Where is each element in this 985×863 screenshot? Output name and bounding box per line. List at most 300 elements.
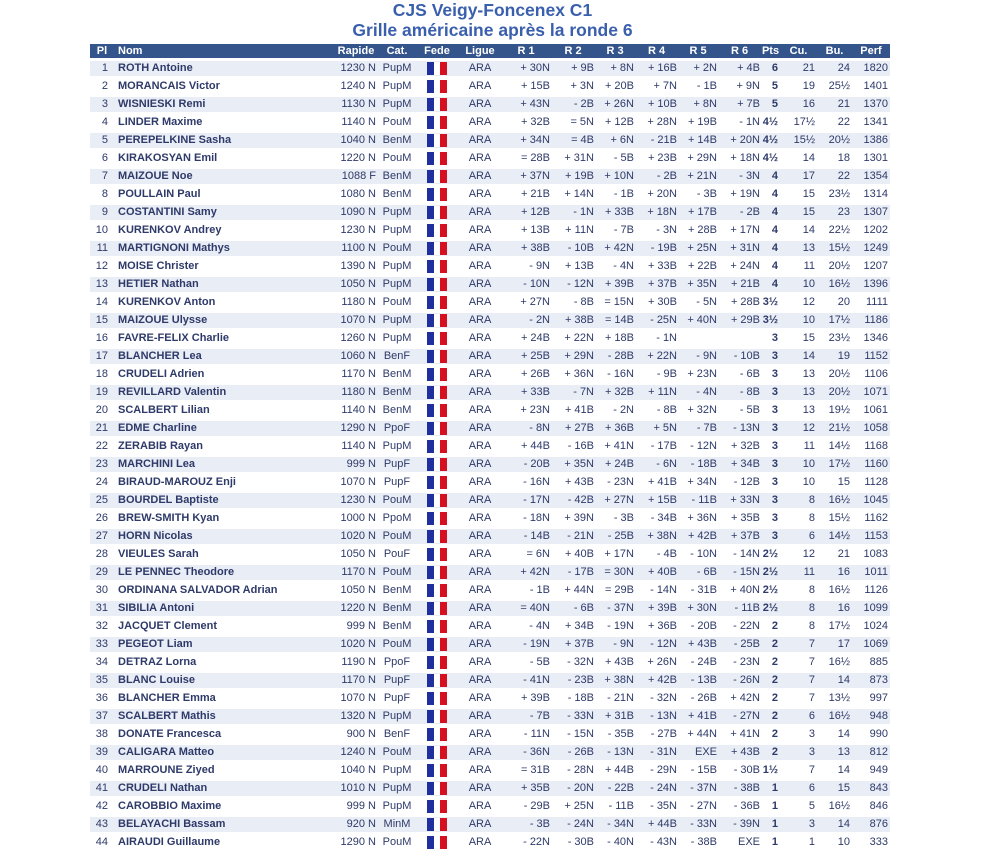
cell-pts: 3½ <box>762 314 778 326</box>
cell-r6: + 41N <box>718 727 761 742</box>
cell-pts: 3 <box>761 331 780 346</box>
cell-pl: 2 <box>90 79 114 94</box>
table-row <box>90 331 890 346</box>
cell-r3: - 1B <box>595 187 635 202</box>
cell-pl: 6 <box>90 151 114 166</box>
cell-r5: - 12N <box>678 439 718 454</box>
france-flag-icon <box>427 80 447 93</box>
cell-bu: 23½ <box>817 331 852 346</box>
cell-perf: 1162 <box>852 511 890 526</box>
cell-r4: - 32N <box>635 691 678 706</box>
cell-r6: + 42N <box>718 691 761 706</box>
table-row <box>90 403 890 418</box>
cell-ligue: ARA <box>459 439 501 454</box>
cell-r2: + 38B <box>551 313 595 328</box>
table-row <box>90 493 890 508</box>
cell-r6: + 17N <box>718 223 761 238</box>
cell-r5: + 21N <box>678 169 718 184</box>
cell-r6: - 5B <box>718 403 761 418</box>
cell-r6: - 30B <box>718 763 761 778</box>
cell-r5: - 5N <box>678 295 718 310</box>
cell-ligue: ARA <box>459 547 501 562</box>
cell-r5: + 40N <box>678 313 718 328</box>
cell-cat: PouM <box>379 565 415 580</box>
cell-bu: 20 <box>817 295 852 310</box>
france-flag-icon <box>427 422 447 435</box>
cell-nom: BIRAUD-MAROUZ Enji <box>114 475 333 490</box>
cell-r1: = 28B <box>501 151 551 166</box>
cell-nom: SCALBERT Mathis <box>114 709 333 724</box>
cell-fede <box>415 403 459 418</box>
cell-bu: 16½ <box>817 709 852 724</box>
cell-r5: - 27N <box>678 799 718 814</box>
cell-r2: = 5N <box>551 115 595 130</box>
france-flag-icon <box>427 332 447 345</box>
cell-r6: + 40N <box>718 583 761 598</box>
cell-rapide: 1000 N <box>333 511 379 526</box>
cell-ligue: ARA <box>459 151 501 166</box>
cell-pts: 1 <box>761 835 780 850</box>
cell-pl: 27 <box>90 529 114 544</box>
cell-perf: 1126 <box>852 583 890 598</box>
cell-pl: 13 <box>90 277 114 292</box>
cell-r6: + 18N <box>718 151 761 166</box>
cell-ligue: ARA <box>459 565 501 580</box>
cell-r6: + 37B <box>718 529 761 544</box>
cell-bu: 16½ <box>817 655 852 670</box>
cell-r1: - 17N <box>501 493 551 508</box>
cell-bu: 17½ <box>817 313 852 328</box>
france-flag-icon <box>427 134 447 147</box>
cell-cat: PouM <box>379 295 415 310</box>
cell-r2: + 41B <box>551 403 595 418</box>
cell-rapide: 1290 N <box>333 835 379 850</box>
cell-fede <box>415 115 459 130</box>
cell-r1: = 6N <box>501 547 551 562</box>
crosstable <box>90 41 890 853</box>
cell-pl: 19 <box>90 385 114 400</box>
cell-bu: 22 <box>817 169 852 184</box>
cell-pts: 4½ <box>762 152 778 164</box>
cell-rapide: 1190 N <box>333 655 379 670</box>
cell-cu: 8 <box>780 493 817 508</box>
cell-pts: 2 <box>761 637 780 652</box>
cell-cat: PupF <box>379 457 415 472</box>
cell-rapide: 1090 N <box>333 205 379 220</box>
cell-rapide: 999 N <box>333 457 379 472</box>
cell-fede <box>415 511 459 526</box>
cell-cat: BenF <box>379 727 415 742</box>
cell-bu: 20½ <box>817 133 852 148</box>
cell-r3: - 22B <box>595 781 635 796</box>
cell-rapide: 999 N <box>333 799 379 814</box>
cell-pl: 3 <box>90 97 114 112</box>
column-header-r3: R 3 <box>595 44 635 58</box>
cell-r6: + 20N <box>718 133 761 148</box>
cell-r2: - 8B <box>551 295 595 310</box>
cell-r5: - 7B <box>678 421 718 436</box>
column-header-r4: R 4 <box>635 44 678 58</box>
cell-fede <box>415 781 459 796</box>
cell-rapide: 1100 N <box>333 241 379 256</box>
cell-ligue: ARA <box>459 349 501 364</box>
cell-rapide: 1010 N <box>333 781 379 796</box>
column-header-r6: R 6 <box>718 44 761 58</box>
cell-fede <box>415 637 459 652</box>
cell-perf: 873 <box>852 673 890 688</box>
cell-pl: 42 <box>90 799 114 814</box>
france-flag-icon <box>427 152 447 165</box>
cell-r4: + 42B <box>635 673 678 688</box>
cell-r4: + 5N <box>635 421 678 436</box>
cell-cu: 10 <box>780 475 817 490</box>
cell-cu: 7 <box>780 763 817 778</box>
cell-cu: 13 <box>780 241 817 256</box>
cell-perf: 1314 <box>852 187 890 202</box>
cell-ligue: ARA <box>459 763 501 778</box>
cell-r3: + 43B <box>595 655 635 670</box>
cell-r1: - 7B <box>501 709 551 724</box>
cell-cu: 11 <box>780 259 817 274</box>
france-flag-icon <box>427 260 447 273</box>
cell-pts: 1 <box>761 781 780 796</box>
cell-r5: + 32N <box>678 403 718 418</box>
table-row <box>90 529 890 544</box>
cell-r1: - 22N <box>501 835 551 850</box>
cell-r6: + 33N <box>718 493 761 508</box>
cell-r1: + 34N <box>501 133 551 148</box>
table-row <box>90 781 890 796</box>
cell-r6: + 7B <box>718 97 761 112</box>
cell-rapide: 1170 N <box>333 565 379 580</box>
cell-r2: - 2B <box>551 97 595 112</box>
france-flag-icon <box>427 458 447 471</box>
cell-r2: + 29N <box>551 349 595 364</box>
cell-bu: 21½ <box>817 421 852 436</box>
cell-r6: - 13N <box>718 421 761 436</box>
cell-r5: - 4N <box>678 385 718 400</box>
cell-r1: - 29B <box>501 799 551 814</box>
column-header-r2: R 2 <box>551 44 595 58</box>
cell-r3: = 14B <box>595 313 635 328</box>
cell-rapide: 1230 N <box>333 223 379 238</box>
cell-pl: 33 <box>90 637 114 652</box>
cell-bu: 13 <box>817 745 852 760</box>
france-flag-icon <box>427 566 447 579</box>
cell-r3: + 44B <box>595 763 635 778</box>
cell-perf: 1370 <box>852 97 890 112</box>
cell-pts: 3 <box>761 367 780 382</box>
cell-nom: CRUDELI Adrien <box>114 367 333 382</box>
cell-r5: + 35N <box>678 277 718 292</box>
cell-pts: 3 <box>761 493 780 508</box>
france-flag-icon <box>427 674 447 687</box>
cell-pts: 4 <box>761 277 780 292</box>
cell-r4: - 29N <box>635 763 678 778</box>
cell-r6: - 2B <box>718 205 761 220</box>
france-flag-icon <box>427 512 447 525</box>
table-row <box>90 241 890 256</box>
cell-r6: + 32B <box>718 439 761 454</box>
cell-nom: SCALBERT Lilian <box>114 403 333 418</box>
france-flag-icon <box>427 548 447 561</box>
france-flag-icon <box>427 638 447 651</box>
cell-r2: - 32N <box>551 655 595 670</box>
cell-pts: 2 <box>761 691 780 706</box>
france-flag-icon <box>427 350 447 363</box>
cell-cat: PupM <box>379 223 415 238</box>
cell-bu: 16 <box>817 601 852 616</box>
cell-cu: 15 <box>780 187 817 202</box>
cell-pl: 31 <box>90 601 114 616</box>
cell-r1: - 9N <box>501 259 551 274</box>
cell-bu: 15 <box>817 475 852 490</box>
cell-bu: 18 <box>817 151 852 166</box>
cell-bu: 23 <box>817 205 852 220</box>
cell-rapide: 1230 N <box>333 493 379 508</box>
cell-ligue: ARA <box>459 277 501 292</box>
cell-cu: 12 <box>780 295 817 310</box>
cell-r3: - 11B <box>595 799 635 814</box>
cell-r3: + 10N <box>595 169 635 184</box>
cell-bu: 16½ <box>817 799 852 814</box>
cell-r2: + 25N <box>551 799 595 814</box>
cell-pl: 9 <box>90 205 114 220</box>
cell-r3: - 3B <box>595 511 635 526</box>
cell-rapide: 1230 N <box>333 61 379 76</box>
table-row <box>90 439 890 454</box>
cell-r6: - 38B <box>718 781 761 796</box>
cell-r2: + 14N <box>551 187 595 202</box>
cell-r4: - 24N <box>635 781 678 796</box>
column-header-cat: Cat. <box>379 44 415 58</box>
cell-r3: - 21N <box>595 691 635 706</box>
cell-pl: 22 <box>90 439 114 454</box>
cell-pts: 3 <box>761 457 780 472</box>
cell-rapide: 1070 N <box>333 313 379 328</box>
cell-rapide: 1140 N <box>333 439 379 454</box>
table-row <box>90 223 890 238</box>
cell-rapide: 1220 N <box>333 601 379 616</box>
cell-pl: 24 <box>90 475 114 490</box>
cell-cu: 7 <box>780 655 817 670</box>
table-row <box>90 61 890 76</box>
cell-r6 <box>718 331 761 346</box>
cell-rapide: 1020 N <box>333 529 379 544</box>
cell-ligue: ARA <box>459 223 501 238</box>
table-row <box>90 205 890 220</box>
cell-r4: - 4B <box>635 547 678 562</box>
cell-r2: + 35N <box>551 457 595 472</box>
cell-r5: + 29N <box>678 151 718 166</box>
cell-fede <box>415 241 459 256</box>
cell-cu: 8 <box>780 511 817 526</box>
cell-pl: 21 <box>90 421 114 436</box>
cell-perf: 949 <box>852 763 890 778</box>
cell-r6: - 26N <box>718 673 761 688</box>
cell-pl: 12 <box>90 259 114 274</box>
cell-cu: 6 <box>780 781 817 796</box>
cell-pl: 20 <box>90 403 114 418</box>
cell-rapide: 999 N <box>333 619 379 634</box>
cell-pl: 43 <box>90 817 114 832</box>
cell-r5: - 11B <box>678 493 718 508</box>
cell-pl: 14 <box>90 295 114 310</box>
cell-r4: + 22N <box>635 349 678 364</box>
cell-r4: + 39B <box>635 601 678 616</box>
france-flag-icon <box>427 836 447 849</box>
france-flag-icon <box>427 368 447 381</box>
cell-cat: PupF <box>379 475 415 490</box>
cell-nom: ROTH Antoine <box>114 61 333 76</box>
cell-r1: + 38B <box>501 241 551 256</box>
france-flag-icon <box>427 296 447 309</box>
cell-r1: - 18N <box>501 511 551 526</box>
cell-bu: 21 <box>817 97 852 112</box>
cell-cat: PupM <box>379 79 415 94</box>
table-row <box>90 673 890 688</box>
cell-fede <box>415 313 459 328</box>
cell-ligue: ARA <box>459 835 501 850</box>
cell-pts: 4½ <box>762 116 778 128</box>
cell-r2: + 39N <box>551 511 595 526</box>
cell-bu: 10 <box>817 835 852 850</box>
cell-r2: + 11N <box>551 223 595 238</box>
table-row <box>90 97 890 112</box>
cell-fede <box>415 331 459 346</box>
cell-ligue: ARA <box>459 637 501 652</box>
cell-nom: EDME Charline <box>114 421 333 436</box>
cell-r5: + 23N <box>678 367 718 382</box>
cell-cat: PupF <box>379 673 415 688</box>
cell-r1: + 33B <box>501 385 551 400</box>
cell-r6: - 14N <box>718 547 761 562</box>
cell-r1: + 39B <box>501 691 551 706</box>
cell-pl: 16 <box>90 331 114 346</box>
cell-r1: + 35B <box>501 781 551 796</box>
cell-r5: - 38B <box>678 835 718 850</box>
cell-ligue: ARA <box>459 601 501 616</box>
cell-r4: + 23B <box>635 151 678 166</box>
cell-cu: 15 <box>780 331 817 346</box>
cell-r2: + 9B <box>551 61 595 76</box>
cell-cu: 13 <box>780 403 817 418</box>
cell-bu: 20½ <box>817 385 852 400</box>
cell-r3: + 24B <box>595 457 635 472</box>
cell-pts: 3 <box>761 403 780 418</box>
cell-perf: 846 <box>852 799 890 814</box>
france-flag-icon <box>427 224 447 237</box>
cell-ligue: ARA <box>459 673 501 688</box>
cell-r5: + 30N <box>678 601 718 616</box>
cell-fede <box>415 565 459 580</box>
cell-r6: + 34B <box>718 457 761 472</box>
cell-ligue: ARA <box>459 475 501 490</box>
cell-r4: - 13N <box>635 709 678 724</box>
france-flag-icon <box>427 764 447 777</box>
cell-r2: + 37B <box>551 637 595 652</box>
cell-r4: + 40B <box>635 565 678 580</box>
cell-perf: 1160 <box>852 457 890 472</box>
cell-nom: VIEULES Sarah <box>114 547 333 562</box>
cell-r1: - 41N <box>501 673 551 688</box>
cell-r2: - 21N <box>551 529 595 544</box>
cell-cu: 13 <box>780 385 817 400</box>
cell-fede <box>415 187 459 202</box>
cell-ligue: ARA <box>459 187 501 202</box>
cell-cat: PouM <box>379 835 415 850</box>
cell-cat: BenM <box>379 133 415 148</box>
cell-cat: PouM <box>379 637 415 652</box>
cell-r2: - 24N <box>551 817 595 832</box>
cell-cu: 8 <box>780 619 817 634</box>
cell-cu: 5 <box>780 799 817 814</box>
cell-pl: 29 <box>90 565 114 580</box>
cell-ligue: ARA <box>459 799 501 814</box>
cell-r4: - 3N <box>635 223 678 238</box>
cell-cu: 7 <box>780 673 817 688</box>
cell-pts: 1 <box>761 817 780 832</box>
cell-cu: 7 <box>780 637 817 652</box>
column-header-perf: Perf <box>852 44 890 58</box>
table-row <box>90 79 890 94</box>
page-header <box>0 1 985 40</box>
cell-ligue: ARA <box>459 709 501 724</box>
cell-bu: 14 <box>817 673 852 688</box>
cell-r5: - 33N <box>678 817 718 832</box>
cell-bu: 14 <box>817 817 852 832</box>
cell-ligue: ARA <box>459 331 501 346</box>
cell-r6: + 9N <box>718 79 761 94</box>
cell-perf: 1153 <box>852 529 890 544</box>
cell-r4: - 9B <box>635 367 678 382</box>
cell-r5: + 44N <box>678 727 718 742</box>
cell-r1: - 19N <box>501 637 551 652</box>
cell-r3: + 32B <box>595 385 635 400</box>
cell-nom: DONATE Francesca <box>114 727 333 742</box>
cell-r2: - 16B <box>551 439 595 454</box>
cell-r4: - 34B <box>635 511 678 526</box>
cell-r2: + 22N <box>551 331 595 346</box>
cell-nom: ORDINANA SALVADOR Adrian <box>114 583 333 598</box>
cell-nom: MAIZOUE Noe <box>114 169 333 184</box>
cell-fede <box>415 151 459 166</box>
cell-r1: - 14B <box>501 529 551 544</box>
cell-r1: + 42N <box>501 565 551 580</box>
cell-r2: - 28N <box>551 763 595 778</box>
cell-cu: 11 <box>780 439 817 454</box>
cell-cu: 17½ <box>780 115 817 130</box>
cell-cu: 13 <box>780 367 817 382</box>
cell-r3: - 40N <box>595 835 635 850</box>
france-flag-icon <box>427 494 447 507</box>
cell-pts: 2½ <box>762 548 778 560</box>
cell-r6: - 8B <box>718 385 761 400</box>
cell-r5: - 15B <box>678 763 718 778</box>
cell-r2: - 20N <box>551 781 595 796</box>
cell-r4: - 17B <box>635 439 678 454</box>
cell-bu: 14½ <box>817 439 852 454</box>
cell-fede <box>415 727 459 742</box>
cell-r6: EXE <box>718 835 761 850</box>
cell-r3: + 6N <box>595 133 635 148</box>
cell-cat: PupM <box>379 781 415 796</box>
cell-fede <box>415 385 459 400</box>
cell-r6: + 21B <box>718 277 761 292</box>
cell-r1: = 31B <box>501 763 551 778</box>
cell-bu: 14½ <box>817 529 852 544</box>
cell-ligue: ARA <box>459 295 501 310</box>
